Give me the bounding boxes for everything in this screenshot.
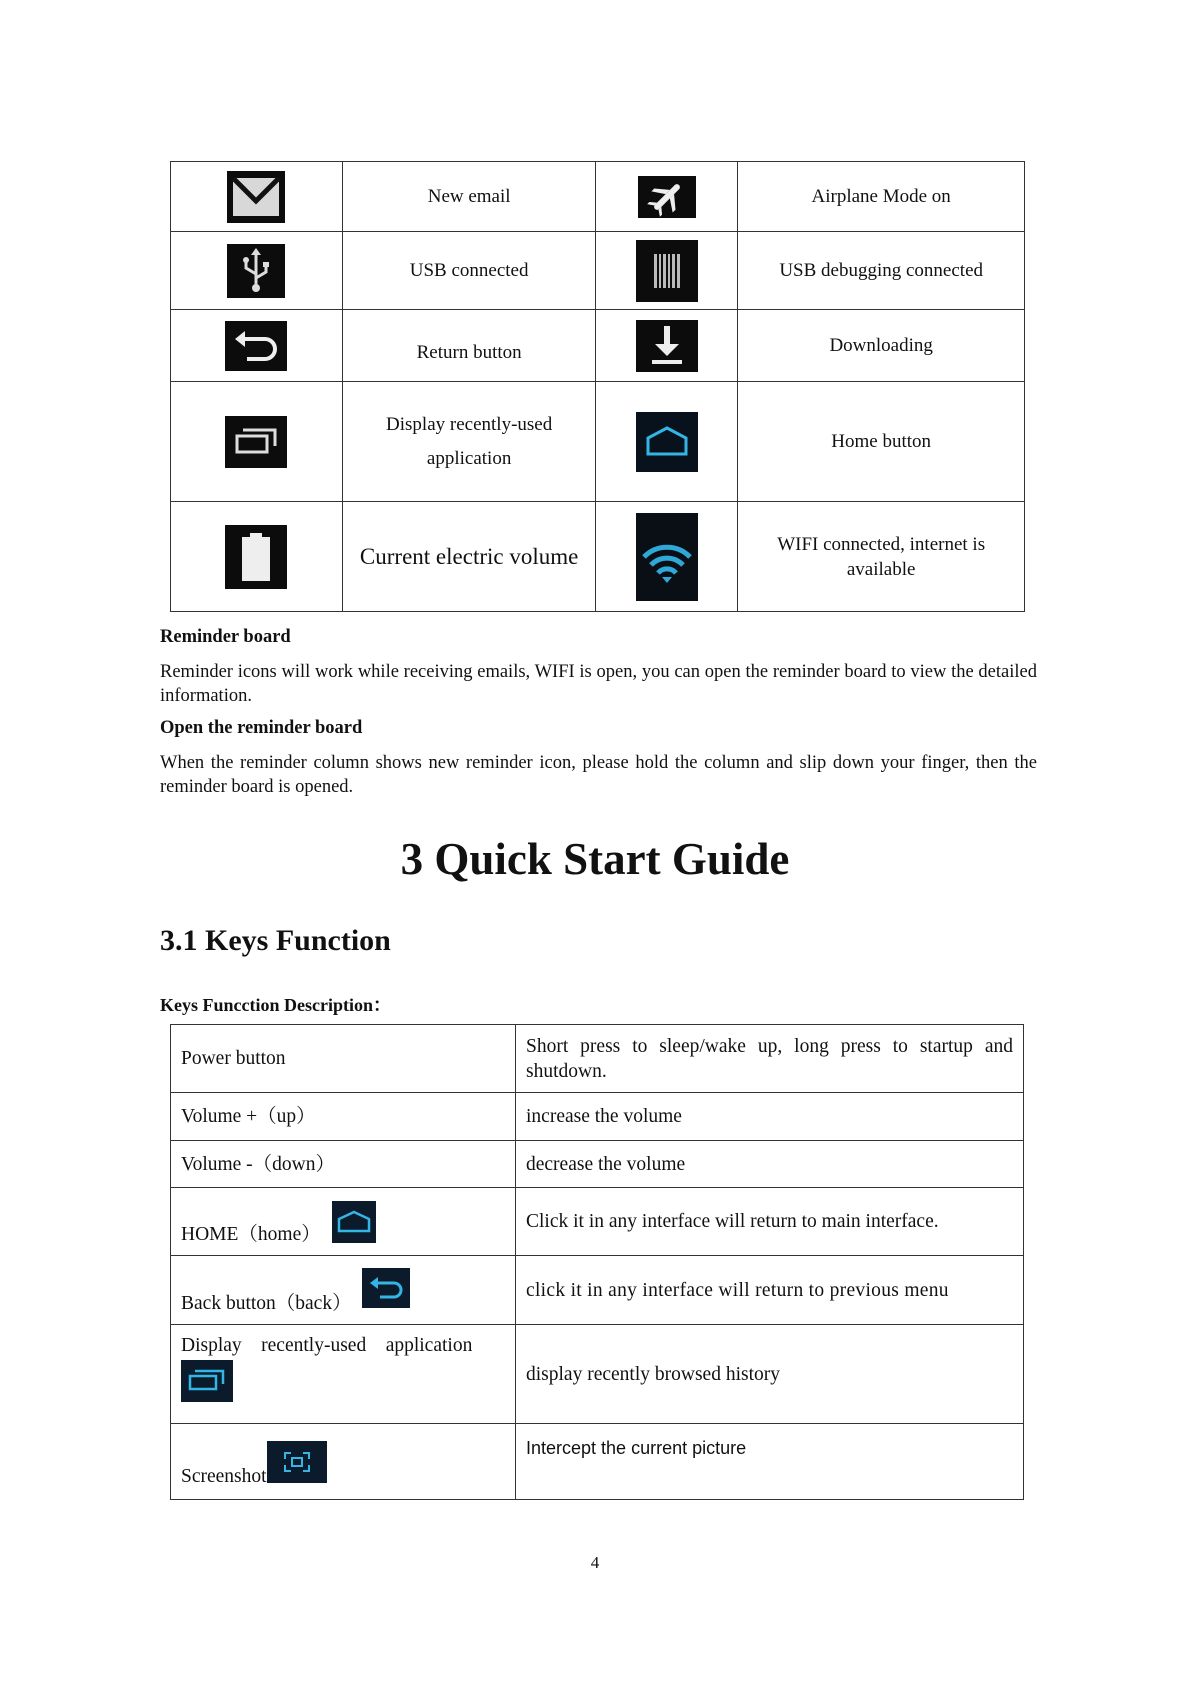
key-name: Display recently-used application	[181, 1335, 473, 1356]
key-description: click it in any interface will return to previous menu	[516, 1256, 1024, 1325]
table-row	[171, 1025, 1024, 1093]
key-name: Screenshot	[181, 1466, 267, 1487]
return-icon	[225, 321, 287, 371]
key-description: decrease the volume	[516, 1141, 1024, 1188]
usb-icon	[227, 244, 285, 298]
key-name: HOME（home）	[181, 1224, 321, 1245]
reminder-heading: Reminder board	[160, 627, 291, 647]
battery-icon	[225, 525, 287, 589]
table-row	[171, 1325, 1024, 1424]
key-name: Back button（back）	[181, 1293, 352, 1314]
icon-label: Return button	[342, 310, 596, 382]
icon-label: Display recently-used	[386, 413, 553, 435]
table-row	[171, 1188, 1024, 1256]
key-description: Intercept the current picture	[516, 1424, 1024, 1500]
icon-label: available	[846, 558, 916, 580]
key-description: display recently browsed history	[516, 1325, 1024, 1424]
usb-debug-icon	[636, 240, 698, 302]
table-row	[171, 1141, 1024, 1188]
key-name: Volume +（up）	[171, 1093, 516, 1141]
icon-label: WIFI connected, internet is	[777, 533, 986, 555]
key-description: Short press to sleep/wake up, long press to startup and shutdown.	[516, 1025, 1024, 1093]
table-row	[171, 1256, 1024, 1325]
keys-description-title: Keys Funcction Description：	[160, 995, 391, 1015]
table-row	[171, 382, 1025, 502]
table-row	[171, 310, 1025, 382]
screenshot-icon	[267, 1441, 327, 1483]
icon-label: New email	[342, 162, 596, 232]
back-icon	[362, 1268, 410, 1308]
wifi-icon	[636, 513, 698, 601]
recent-apps-icon	[181, 1360, 233, 1402]
table-row	[171, 162, 1025, 232]
table-row	[171, 502, 1025, 612]
icon-label: Airplane Mode on	[738, 162, 1025, 232]
reminder-paragraph: Reminder icons will work while receiving emails, WIFI is open, you can open the reminder board to view the detailed information.	[160, 662, 1037, 706]
keys-function-table	[170, 1024, 1024, 1500]
key-name: Power button	[171, 1025, 516, 1093]
icon-label: Current electric volume	[342, 502, 596, 612]
home-icon	[636, 412, 698, 472]
key-name: Volume -（down）	[171, 1141, 516, 1188]
key-description: increase the volume	[516, 1093, 1024, 1141]
icon-label: Home button	[738, 382, 1025, 502]
table-row	[171, 232, 1025, 310]
icon-label: Downloading	[738, 310, 1025, 382]
download-icon	[636, 320, 698, 372]
table-row	[171, 1424, 1024, 1500]
airplane-icon	[638, 176, 696, 218]
section-title: 3.1 Keys Function	[160, 924, 391, 957]
icon-label: USB connected	[342, 232, 596, 310]
home-icon	[332, 1201, 376, 1243]
recent-apps-icon	[225, 416, 287, 468]
icon-label: application	[426, 447, 512, 469]
key-description: Click it in any interface will return to main interface.	[516, 1188, 1024, 1256]
table-row	[171, 1093, 1024, 1141]
chapter-title: 3 Quick Start Guide	[400, 834, 790, 884]
icon-label: USB debugging connected	[738, 232, 1025, 310]
open-reminder-paragraph: When the reminder column shows new reminder icon, please hold the column and slip down your finger, then the reminder board is opened.	[160, 753, 1037, 797]
open-reminder-heading: Open the reminder board	[160, 718, 363, 738]
page-number: 4	[590, 1553, 600, 1572]
status-icon-table	[170, 161, 1025, 612]
envelope-icon	[227, 171, 285, 223]
